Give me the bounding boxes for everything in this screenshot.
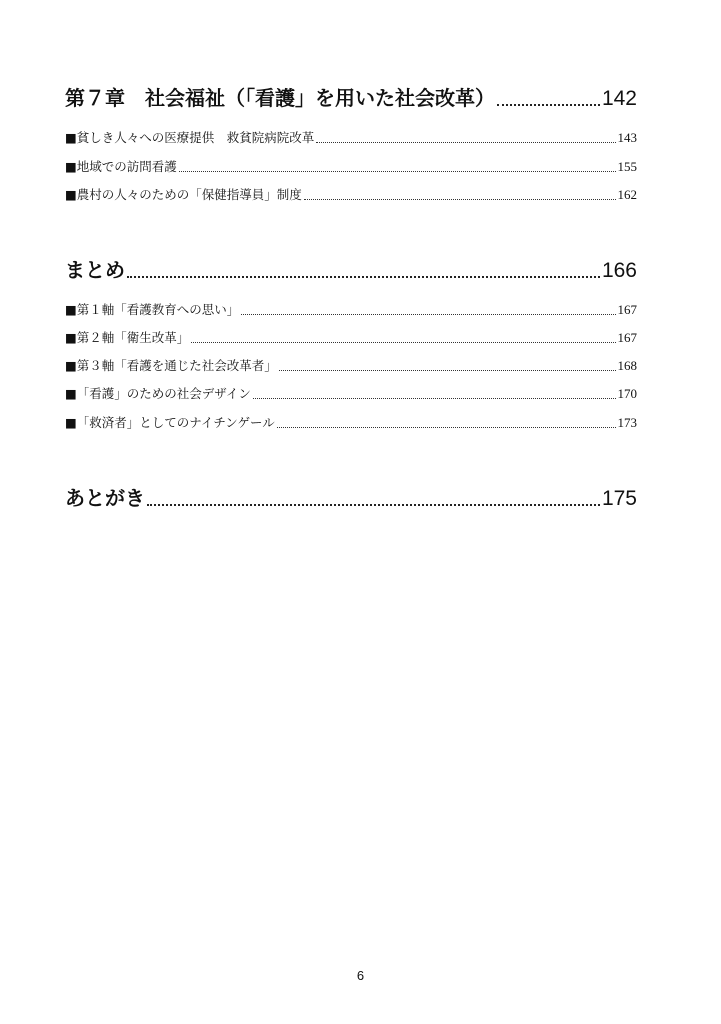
dot-leader [253, 398, 616, 399]
heading-title: あとがき [65, 486, 145, 510]
dot-leader [304, 199, 616, 200]
entry-page: 167 [617, 330, 637, 345]
entry-page: 170 [617, 386, 637, 401]
entry-page: 162 [617, 187, 637, 202]
entry-title: ■第３軸「看護を通じた社会改革者」 [65, 358, 277, 373]
entry-page: 173 [617, 415, 637, 430]
entry-title: ■貧しき人々への医療提供 救貧院病院改革 [65, 130, 315, 145]
heading-page: 175 [601, 487, 637, 510]
dot-leader [241, 314, 615, 315]
entry-title: ■「救済者」としてのナイチンゲール [65, 415, 275, 430]
entry-page: 143 [617, 130, 637, 145]
page-number: 6 [356, 968, 365, 983]
heading-page: 142 [601, 87, 637, 110]
dot-leader [316, 142, 615, 143]
heading-page: 166 [601, 259, 637, 282]
dot-leader [279, 370, 616, 371]
entry-title: ■農村の人々のための「保健指導員」制度 [65, 187, 302, 202]
entry-page: 168 [617, 358, 637, 373]
toc-entry[interactable] [65, 356, 637, 374]
toc-entry[interactable] [65, 157, 637, 175]
toc-entry[interactable] [65, 384, 637, 402]
toc-entry[interactable] [65, 300, 637, 318]
toc-entry[interactable] [65, 328, 637, 346]
dot-leader [147, 504, 600, 506]
toc-heading-chapter7[interactable] [65, 82, 637, 111]
dot-leader [191, 342, 615, 343]
toc-entry[interactable] [65, 128, 637, 146]
toc-heading-summary[interactable] [65, 254, 637, 283]
dot-leader [179, 171, 616, 172]
dot-leader [127, 276, 600, 278]
entry-title: ■「看護」のための社会デザイン [65, 386, 251, 401]
entry-page: 155 [617, 159, 637, 174]
toc-entry[interactable] [65, 413, 637, 431]
toc-heading-afterword[interactable] [65, 482, 637, 511]
entry-title: ■第１軸「看護教育への思い」 [65, 302, 240, 317]
entry-page: 167 [617, 302, 637, 317]
dot-leader [277, 427, 616, 428]
entry-title: ■地域での訪問看護 [65, 159, 177, 174]
entry-title: ■第２軸「衛生改革」 [65, 330, 190, 345]
heading-title: 第７章 社会福祉（「看護」を用いた社会改革） [65, 86, 495, 110]
toc-entry[interactable] [65, 185, 637, 203]
heading-title: まとめ [65, 258, 125, 282]
dot-leader [497, 104, 600, 106]
